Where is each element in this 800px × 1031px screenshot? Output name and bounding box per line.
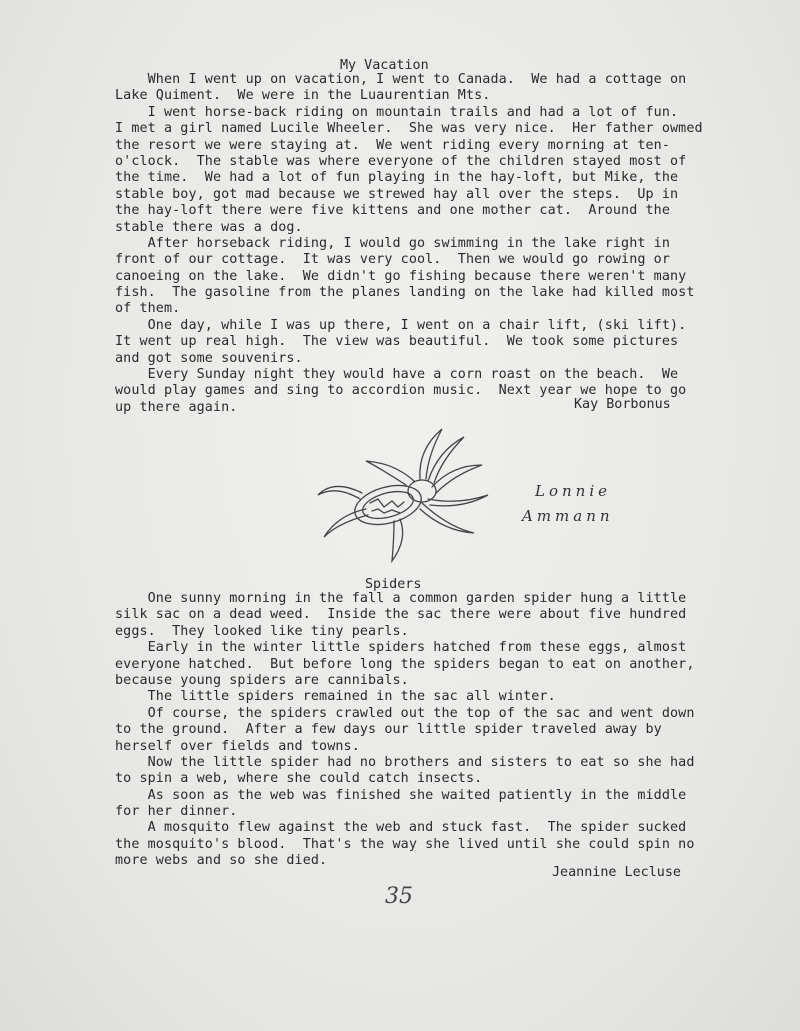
text-line: more webs and so she died. [115, 853, 328, 869]
spiders-title: Spiders [365, 577, 422, 592]
page-number: 35 [385, 884, 413, 909]
text-line: I went horse-back riding on mountain trails and had a lot of fun. [115, 104, 679, 120]
text-line: As soon as the web was finished she waited patiently in the middle [115, 787, 687, 803]
vacation-author: Kay Borbonus [574, 397, 671, 412]
text-line: eggs. They looked like tiny pearls. [115, 623, 409, 639]
text-line: the time. We had a lot of fun playing in the hay-loft, but Mike, the [115, 170, 679, 186]
text-line: stable boy, got mad because we strewed hay all over the steps. Up in [115, 186, 679, 202]
text-line: for her dinner. [115, 804, 238, 820]
text-line: One day, while I was up there, I went on a chair lift, (ski lift). [115, 317, 687, 333]
text-line: When I went up on vacation, I went to Canada. We had a cottage on [115, 72, 687, 87]
vacation-story [115, 72, 703, 416]
text-line: would play games and sing to accordion music. Next year we hope to go [115, 383, 687, 399]
text-line: Of course, the spiders crawled out the top of the sac and went down [115, 705, 695, 721]
text-line: o'clock. The stable was where everyone of the children stayed most of [115, 153, 687, 169]
text-line: of them. [115, 301, 181, 317]
text-line: the hay-loft there were five kittens and one mother cat. Around the [115, 203, 671, 219]
text-line: fish. The gasoline from the planes landing on the lake had killed most [115, 285, 695, 301]
text-line: One sunny morning in the fall a common garden spider hung a little [115, 591, 687, 606]
spiders-author: Jeannine Lecluse [552, 865, 681, 880]
vacation-title: My Vacation [340, 58, 429, 73]
text-line: everyone hatched. But before long the spiders began to eat on another, [115, 656, 695, 672]
text-line: because young spiders are cannibals. [115, 672, 409, 688]
text-line: and got some souvenirs. [115, 350, 303, 366]
text-line: the mosquito's blood. That's the way she lived until she could spin no [115, 836, 695, 852]
text-line: It went up real high. The view was beautiful. We took some pictures [115, 334, 679, 350]
text-line: to spin a web, where she could catch insects. [115, 771, 483, 787]
text-line: After horseback riding, I would go swimming in the lake right in [115, 235, 671, 251]
signature-first-name: Lonnie [535, 482, 611, 500]
spiders-story [115, 591, 695, 870]
text-line: up there again. [115, 399, 238, 415]
text-line: I met a girl named Lucile Wheeler. She was very nice. Her father owmed [115, 121, 703, 137]
text-line: Every Sunday night they would have a corn roast on the beach. We [115, 367, 679, 383]
text-line: silk sac on a dead weed. Inside the sac there were about five hundred [115, 607, 687, 623]
text-line: Early in the winter little spiders hatched from these eggs, almost [115, 640, 687, 656]
text-line: to the ground. After a few days our little spider traveled away by [115, 722, 662, 738]
text-line: stable there was a dog. [115, 219, 303, 235]
text-line: front of our cottage. It was very cool. Then we would go rowing or [115, 252, 671, 268]
text-line: canoeing on the lake. We didn't go fishing because there weren't many [115, 268, 687, 284]
text-line: herself over fields and towns. [115, 738, 360, 754]
text-line: The little spiders remained in the sac all winter. [115, 689, 556, 705]
text-line: Lake Quiment. We were in the Luaurentian Mts. [115, 88, 491, 104]
signature-last-name: Ammann [522, 507, 614, 525]
text-line: the resort we were staying at. We went riding every morning at ten- [115, 137, 671, 153]
text-line: A mosquito flew against the web and stuck fast. The spider sucked [115, 820, 687, 836]
text-line: Now the little spider had no brothers and sisters to eat so she had [115, 754, 695, 770]
spider-drawing [310, 415, 510, 565]
